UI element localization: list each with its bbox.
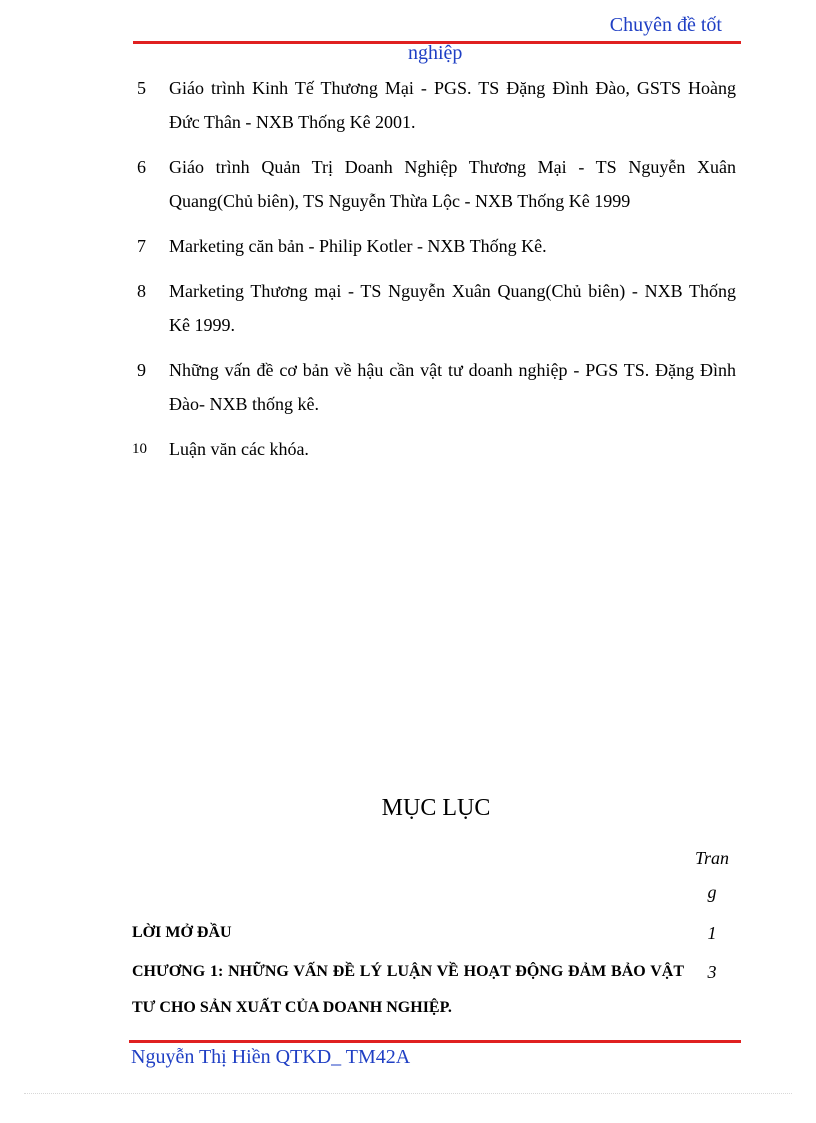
reference-number: 5 bbox=[137, 78, 146, 98]
reference-item bbox=[130, 274, 736, 342]
toc-page-column-header bbox=[692, 841, 732, 909]
reference-number: 10 bbox=[132, 441, 147, 457]
reference-item bbox=[130, 150, 736, 218]
header-title-continuation: nghiệp bbox=[408, 42, 463, 64]
toc-page-header-line1: Tran bbox=[694, 848, 730, 868]
reference-text: Giáo trình Quản Trị Doanh Nghiệp Thương Mại - TS Nguyễn Xuân Quang(Chủ biên), TS Nguyễn Thừa Lộc - NXB Thống Kê 1999 bbox=[169, 157, 736, 211]
reference-text: Luận văn các khóa. bbox=[169, 439, 309, 459]
footer-rule bbox=[129, 1040, 741, 1043]
toc-entry[interactable] bbox=[132, 915, 742, 951]
toc-entry-text: LỜI MỞ ĐẦU bbox=[132, 924, 232, 941]
toc-entry-text: CHƯƠNG 1: NHỮNG VẤN ĐỀ LÝ LUẬN VỀ HOẠT ĐỘNG ĐẢM BẢO VẬT TƯ CHO SẢN XUẤT CỦA DOANH NGHIỆP. bbox=[132, 963, 684, 1016]
reference-item bbox=[130, 353, 736, 421]
reference-item bbox=[130, 432, 736, 466]
reference-text: Những vấn đề cơ bản về hậu cần vật tư doanh nghiệp - PGS TS. Đặng Đình Đào- NXB thống kê. bbox=[169, 360, 736, 414]
reference-item bbox=[130, 71, 736, 139]
header-title: Chuyên đề tốt bbox=[609, 14, 722, 36]
toc-page-header-line2: g bbox=[707, 882, 717, 902]
footer-author: Nguyễn Thị Hiền QTKD_ TM42A bbox=[131, 1046, 411, 1068]
reference-text: Marketing căn bản - Philip Kotler - NXB Thống Kê. bbox=[169, 236, 547, 256]
reference-number: 6 bbox=[137, 157, 146, 177]
reference-number: 8 bbox=[137, 281, 146, 301]
reference-item bbox=[130, 229, 736, 263]
page-edge bbox=[24, 1093, 792, 1094]
toc-title: MỤC LỤC bbox=[381, 795, 491, 821]
reference-list bbox=[130, 71, 736, 477]
toc-entry-page: 1 bbox=[707, 923, 717, 943]
reference-number: 7 bbox=[137, 236, 146, 256]
reference-text: Marketing Thương mại - TS Nguyễn Xuân Quang(Chủ biên) - NXB Thống Kê 1999. bbox=[169, 281, 736, 335]
reference-number: 9 bbox=[137, 360, 146, 380]
toc-entry-page: 3 bbox=[707, 962, 717, 982]
toc-entry[interactable] bbox=[132, 954, 742, 1026]
reference-text: Giáo trình Kinh Tế Thương Mại - PGS. TS Đặng Đình Đào, GSTS Hoàng Đức Thân - NXB Thống Kê 2001. bbox=[169, 78, 736, 132]
